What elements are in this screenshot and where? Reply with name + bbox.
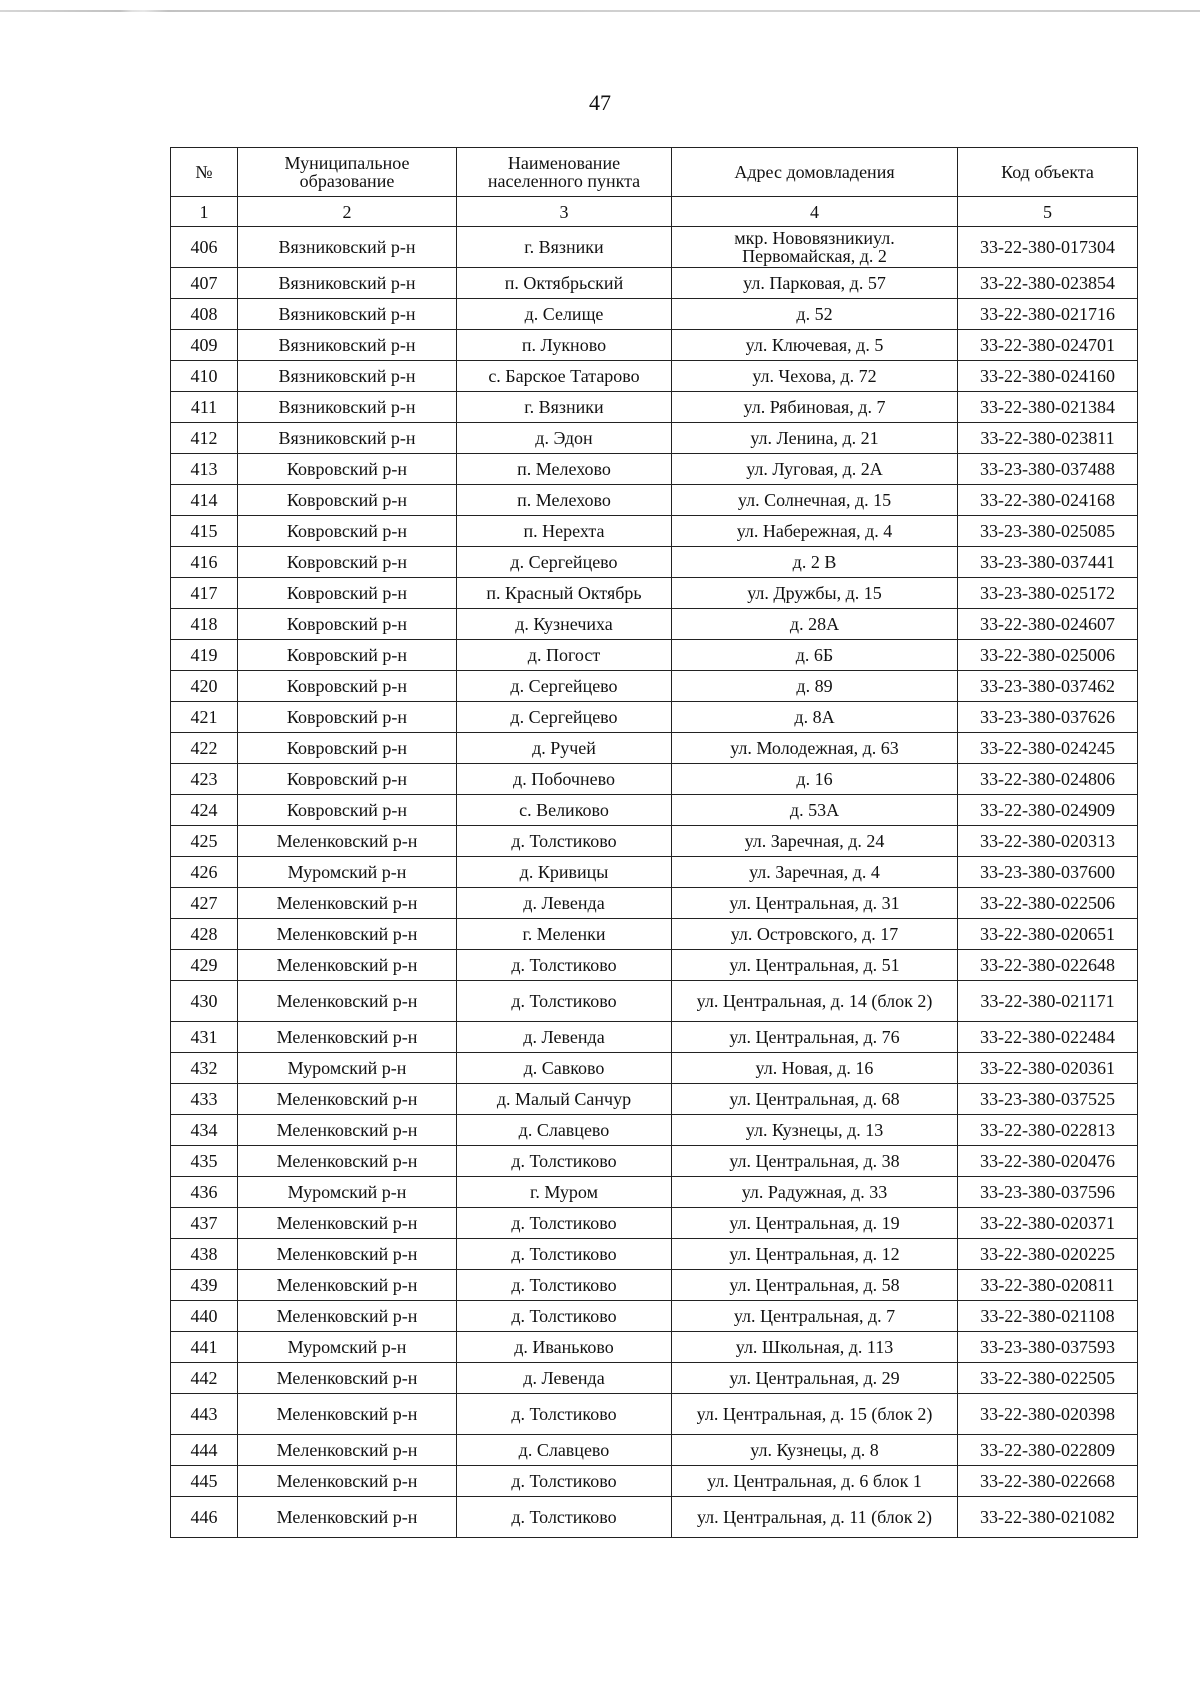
address-cell: ул. Парковая, д. 57: [672, 268, 958, 299]
municipality-cell: Меленковский р-н: [238, 919, 457, 950]
row-number: 411: [171, 392, 238, 423]
municipality-cell: Меленковский р-н: [238, 1435, 457, 1466]
row-number: 427: [171, 888, 238, 919]
municipality-cell: Меленковский р-н: [238, 1115, 457, 1146]
table-row: [171, 702, 1138, 733]
settlement-cell: д. Левенда: [457, 1363, 672, 1394]
settlement-cell: г. Меленки: [457, 919, 672, 950]
settlement-cell: д. Толстиково: [457, 1239, 672, 1270]
address-cell: ул. Молодежная, д. 63: [672, 733, 958, 764]
column-number: 4: [672, 197, 958, 227]
settlement-cell: д. Погост: [457, 640, 672, 671]
address-cell: ул. Центральная, д. 68: [672, 1084, 958, 1115]
municipality-cell: Вязниковский р-н: [238, 361, 457, 392]
address-cell: ул. Заречная, д. 24: [672, 826, 958, 857]
table-row: [171, 227, 1138, 268]
address-cell: ул. Центральная, д. 51: [672, 950, 958, 981]
header-settlement: Наименование населенного пункта: [457, 148, 672, 197]
municipality-cell: Муромский р-н: [238, 1177, 457, 1208]
municipality-cell: Меленковский р-н: [238, 981, 457, 1022]
object-code-cell: 33-22-380-024245: [958, 733, 1138, 764]
row-number: 416: [171, 547, 238, 578]
object-code-cell: 33-22-380-020361: [958, 1053, 1138, 1084]
address-cell: ул. Ключевая, д. 5: [672, 330, 958, 361]
address-cell: ул. Центральная, д. 6 блок 1: [672, 1466, 958, 1497]
settlement-cell: д. Толстиково: [457, 1466, 672, 1497]
municipality-cell: Меленковский р-н: [238, 1208, 457, 1239]
municipality-cell: Меленковский р-н: [238, 1363, 457, 1394]
municipality-cell: Вязниковский р-н: [238, 299, 457, 330]
row-number: 428: [171, 919, 238, 950]
object-code-cell: 33-22-380-022668: [958, 1466, 1138, 1497]
object-code-cell: 33-22-380-020476: [958, 1146, 1138, 1177]
municipality-cell: Муромский р-н: [238, 1332, 457, 1363]
table-row: [171, 268, 1138, 299]
settlement-cell: г. Вязники: [457, 392, 672, 423]
object-code-cell: 33-22-380-022648: [958, 950, 1138, 981]
table-row: [171, 1301, 1138, 1332]
municipality-cell: Вязниковский р-н: [238, 423, 457, 454]
column-number-row: [171, 197, 1138, 227]
row-number: 435: [171, 1146, 238, 1177]
table-row: [171, 299, 1138, 330]
table-row: [171, 1466, 1138, 1497]
row-number: 441: [171, 1332, 238, 1363]
table-row: [171, 826, 1138, 857]
address-cell: д. 16: [672, 764, 958, 795]
table-row: [171, 857, 1138, 888]
settlement-cell: д. Малый Санчур: [457, 1084, 672, 1115]
settlement-cell: г. Вязники: [457, 227, 672, 268]
address-cell: ул. Кузнецы, д. 8: [672, 1435, 958, 1466]
row-number: 439: [171, 1270, 238, 1301]
row-number: 443: [171, 1394, 238, 1435]
table-row: [171, 578, 1138, 609]
municipality-cell: Ковровский р-н: [238, 485, 457, 516]
address-cell: ул. Новая, д. 16: [672, 1053, 958, 1084]
table-row: [171, 1270, 1138, 1301]
municipality-cell: Меленковский р-н: [238, 1270, 457, 1301]
row-number: 422: [171, 733, 238, 764]
object-code-cell: 33-22-380-024701: [958, 330, 1138, 361]
object-code-cell: 33-22-380-020651: [958, 919, 1138, 950]
object-code-cell: 33-22-380-022813: [958, 1115, 1138, 1146]
municipality-cell: Меленковский р-н: [238, 1022, 457, 1053]
row-number: 410: [171, 361, 238, 392]
address-cell: д. 8А: [672, 702, 958, 733]
object-code-cell: 33-22-380-021082: [958, 1497, 1138, 1538]
column-number: 3: [457, 197, 672, 227]
table-row: [171, 733, 1138, 764]
table-row: [171, 1208, 1138, 1239]
object-code-cell: 33-22-380-024160: [958, 361, 1138, 392]
municipality-cell: Меленковский р-н: [238, 888, 457, 919]
object-code-cell: 33-23-380-037593: [958, 1332, 1138, 1363]
object-code-cell: 33-22-380-021716: [958, 299, 1138, 330]
table-row: [171, 485, 1138, 516]
municipality-cell: Ковровский р-н: [238, 671, 457, 702]
address-cell: ул. Островского, д. 17: [672, 919, 958, 950]
settlement-cell: д. Толстиково: [457, 1301, 672, 1332]
address-cell: ул. Центральная, д. 15 (блок 2): [672, 1394, 958, 1435]
table-row: [171, 1239, 1138, 1270]
table-body: [171, 227, 1138, 1538]
municipality-cell: Меленковский р-н: [238, 1394, 457, 1435]
object-code-cell: 33-23-380-037441: [958, 547, 1138, 578]
row-number: 429: [171, 950, 238, 981]
row-number: 419: [171, 640, 238, 671]
row-number: 437: [171, 1208, 238, 1239]
address-cell: ул. Центральная, д. 19: [672, 1208, 958, 1239]
table-row: [171, 547, 1138, 578]
row-number: 445: [171, 1466, 238, 1497]
column-number: 2: [238, 197, 457, 227]
object-code-cell: 33-22-380-024168: [958, 485, 1138, 516]
settlement-cell: г. Муром: [457, 1177, 672, 1208]
settlement-cell: д. Толстиково: [457, 1270, 672, 1301]
object-code-cell: 33-22-380-024806: [958, 764, 1138, 795]
row-number: 417: [171, 578, 238, 609]
address-cell: ул. Центральная, д. 38: [672, 1146, 958, 1177]
table-row: [171, 516, 1138, 547]
address-cell: д. 2 В: [672, 547, 958, 578]
municipality-cell: Вязниковский р-н: [238, 330, 457, 361]
row-number: 425: [171, 826, 238, 857]
address-cell: ул. Центральная, д. 11 (блок 2): [672, 1497, 958, 1538]
address-cell: д. 28А: [672, 609, 958, 640]
settlement-cell: д. Иваньково: [457, 1332, 672, 1363]
object-code-cell: 33-22-380-017304: [958, 227, 1138, 268]
row-number: 434: [171, 1115, 238, 1146]
address-cell: ул. Кузнецы, д. 13: [672, 1115, 958, 1146]
table-row: [171, 1497, 1138, 1538]
header-object-code: Код объекта: [958, 148, 1138, 197]
municipality-cell: Вязниковский р-н: [238, 227, 457, 268]
settlement-cell: п. Октябрьский: [457, 268, 672, 299]
settlement-cell: п. Мелехово: [457, 485, 672, 516]
address-cell: ул. Центральная, д. 58: [672, 1270, 958, 1301]
municipality-cell: Ковровский р-н: [238, 795, 457, 826]
table-row: [171, 330, 1138, 361]
settlement-cell: п. Нерехта: [457, 516, 672, 547]
settlement-cell: д. Толстиково: [457, 1394, 672, 1435]
object-code-cell: 33-22-380-022809: [958, 1435, 1138, 1466]
settlement-cell: д. Сергейцево: [457, 702, 672, 733]
address-cell: ул. Дружбы, д. 15: [672, 578, 958, 609]
address-cell: ул. Рябиновая, д. 7: [672, 392, 958, 423]
table-row: [171, 423, 1138, 454]
address-cell: д. 6Б: [672, 640, 958, 671]
settlement-cell: д. Толстиково: [457, 1208, 672, 1239]
object-code-cell: 33-23-380-037626: [958, 702, 1138, 733]
settlement-cell: д. Ручей: [457, 733, 672, 764]
object-code-cell: 33-22-380-022484: [958, 1022, 1138, 1053]
municipality-cell: Ковровский р-н: [238, 733, 457, 764]
object-code-cell: 33-22-380-021171: [958, 981, 1138, 1022]
address-cell: ул. Центральная, д. 76: [672, 1022, 958, 1053]
address-cell: ул. Центральная, д. 12: [672, 1239, 958, 1270]
object-code-cell: 33-22-380-022505: [958, 1363, 1138, 1394]
address-cell: ул. Центральная, д. 31: [672, 888, 958, 919]
table-row: [171, 795, 1138, 826]
column-number: 5: [958, 197, 1138, 227]
row-number: 407: [171, 268, 238, 299]
municipality-cell: Муромский р-н: [238, 1053, 457, 1084]
row-number: 408: [171, 299, 238, 330]
address-cell: д. 53А: [672, 795, 958, 826]
municipality-cell: Меленковский р-н: [238, 1239, 457, 1270]
object-code-cell: 33-22-380-023811: [958, 423, 1138, 454]
settlement-cell: с. Барское Татарово: [457, 361, 672, 392]
table-row: [171, 640, 1138, 671]
object-code-cell: 33-22-380-024909: [958, 795, 1138, 826]
settlement-cell: д. Левенда: [457, 1022, 672, 1053]
address-cell: ул. Ленина, д. 21: [672, 423, 958, 454]
address-cell: ул. Центральная, д. 29: [672, 1363, 958, 1394]
table-row: [171, 1084, 1138, 1115]
table-row: [171, 1146, 1138, 1177]
header-address: Адрес домовладения: [672, 148, 958, 197]
object-code-cell: 33-22-380-024607: [958, 609, 1138, 640]
address-cell: ул. Солнечная, д. 15: [672, 485, 958, 516]
table-row: [171, 361, 1138, 392]
objects-table: [170, 147, 1138, 1538]
address-cell: д. 52: [672, 299, 958, 330]
municipality-cell: Меленковский р-н: [238, 1301, 457, 1332]
address-cell: ул. Школьная, д. 113: [672, 1332, 958, 1363]
object-code-cell: 33-22-380-020225: [958, 1239, 1138, 1270]
row-number: 423: [171, 764, 238, 795]
municipality-cell: Ковровский р-н: [238, 702, 457, 733]
table-row: [171, 1435, 1138, 1466]
row-number: 440: [171, 1301, 238, 1332]
municipality-cell: Меленковский р-н: [238, 1084, 457, 1115]
settlement-cell: д. Селище: [457, 299, 672, 330]
table-row: [171, 919, 1138, 950]
table-row: [171, 1022, 1138, 1053]
table-row: [171, 454, 1138, 485]
municipality-cell: Меленковский р-н: [238, 1466, 457, 1497]
object-code-cell: 33-23-380-025085: [958, 516, 1138, 547]
row-number: 436: [171, 1177, 238, 1208]
object-code-cell: 33-22-380-021108: [958, 1301, 1138, 1332]
table-row: [171, 671, 1138, 702]
settlement-cell: д. Толстиково: [457, 826, 672, 857]
table-row: [171, 981, 1138, 1022]
row-number: 418: [171, 609, 238, 640]
page-number: 47: [589, 90, 611, 115]
object-code-cell: 33-22-380-025006: [958, 640, 1138, 671]
settlement-cell: д. Кривицы: [457, 857, 672, 888]
municipality-cell: Ковровский р-н: [238, 516, 457, 547]
row-number: 444: [171, 1435, 238, 1466]
settlement-cell: п. Лукново: [457, 330, 672, 361]
municipality-cell: Ковровский р-н: [238, 454, 457, 485]
municipality-cell: Вязниковский р-н: [238, 392, 457, 423]
object-code-cell: 33-22-380-021384: [958, 392, 1138, 423]
object-code-cell: 33-23-380-037596: [958, 1177, 1138, 1208]
table-row: [171, 1394, 1138, 1435]
row-number: 421: [171, 702, 238, 733]
settlement-cell: д. Славцево: [457, 1435, 672, 1466]
address-cell: ул. Центральная, д. 14 (блок 2): [672, 981, 958, 1022]
table-row: [171, 888, 1138, 919]
municipality-cell: Меленковский р-н: [238, 826, 457, 857]
settlement-cell: д. Эдон: [457, 423, 672, 454]
object-code-cell: 33-23-380-037525: [958, 1084, 1138, 1115]
header-number: №: [171, 148, 238, 197]
row-number: 409: [171, 330, 238, 361]
object-code-cell: 33-23-380-037462: [958, 671, 1138, 702]
table-row: [171, 764, 1138, 795]
settlement-cell: п. Мелехово: [457, 454, 672, 485]
address-cell: д. 89: [672, 671, 958, 702]
address-cell: мкр. Нововязникиул. Первомайская, д. 2: [672, 227, 958, 268]
municipality-cell: Ковровский р-н: [238, 547, 457, 578]
table-row: [171, 1177, 1138, 1208]
municipality-cell: Меленковский р-н: [238, 1146, 457, 1177]
object-code-cell: 33-22-380-020371: [958, 1208, 1138, 1239]
address-cell: ул. Набережная, д. 4: [672, 516, 958, 547]
column-number: 1: [171, 197, 238, 227]
address-cell: ул. Радужная, д. 33: [672, 1177, 958, 1208]
table-row: [171, 1115, 1138, 1146]
row-number: 431: [171, 1022, 238, 1053]
table-row: [171, 1053, 1138, 1084]
table-row: [171, 950, 1138, 981]
settlement-cell: д. Савково: [457, 1053, 672, 1084]
row-number: 413: [171, 454, 238, 485]
object-code-cell: 33-22-380-020811: [958, 1270, 1138, 1301]
row-number: 412: [171, 423, 238, 454]
settlement-cell: д. Левенда: [457, 888, 672, 919]
row-number: 442: [171, 1363, 238, 1394]
municipality-cell: Меленковский р-н: [238, 1497, 457, 1538]
municipality-cell: Вязниковский р-н: [238, 268, 457, 299]
object-code-cell: 33-22-380-022506: [958, 888, 1138, 919]
row-number: 424: [171, 795, 238, 826]
row-number: 426: [171, 857, 238, 888]
address-cell: ул. Луговая, д. 2А: [672, 454, 958, 485]
row-number: 438: [171, 1239, 238, 1270]
municipality-cell: Ковровский р-н: [238, 640, 457, 671]
table-row: [171, 392, 1138, 423]
municipality-cell: Ковровский р-н: [238, 609, 457, 640]
municipality-cell: Ковровский р-н: [238, 764, 457, 795]
settlement-cell: д. Кузнечиха: [457, 609, 672, 640]
object-code-cell: 33-23-380-037600: [958, 857, 1138, 888]
table-row: [171, 609, 1138, 640]
scan-edge-line: [0, 10, 1200, 12]
address-cell: ул. Заречная, д. 4: [672, 857, 958, 888]
municipality-cell: Меленковский р-н: [238, 950, 457, 981]
table-row: [171, 1332, 1138, 1363]
settlement-cell: с. Великово: [457, 795, 672, 826]
object-code-cell: 33-23-380-037488: [958, 454, 1138, 485]
row-number: 420: [171, 671, 238, 702]
row-number: 432: [171, 1053, 238, 1084]
row-number: 433: [171, 1084, 238, 1115]
row-number: 414: [171, 485, 238, 516]
address-cell: ул. Чехова, д. 72: [672, 361, 958, 392]
header-municipality: Муниципальное образование: [238, 148, 457, 197]
settlement-cell: д. Сергейцево: [457, 547, 672, 578]
row-number: 430: [171, 981, 238, 1022]
object-code-cell: 33-22-380-020313: [958, 826, 1138, 857]
municipality-cell: Ковровский р-н: [238, 578, 457, 609]
municipality-cell: Муромский р-н: [238, 857, 457, 888]
row-number: 415: [171, 516, 238, 547]
row-number: 446: [171, 1497, 238, 1538]
settlement-cell: д. Толстиково: [457, 981, 672, 1022]
row-number: 406: [171, 227, 238, 268]
address-cell: ул. Центральная, д. 7: [672, 1301, 958, 1332]
settlement-cell: д. Славцево: [457, 1115, 672, 1146]
settlement-cell: д. Побочнево: [457, 764, 672, 795]
settlement-cell: д. Толстиково: [457, 1497, 672, 1538]
settlement-cell: д. Толстиково: [457, 1146, 672, 1177]
settlement-cell: д. Толстиково: [457, 950, 672, 981]
object-code-cell: 33-22-380-023854: [958, 268, 1138, 299]
table-row: [171, 1363, 1138, 1394]
settlement-cell: п. Красный Октябрь: [457, 578, 672, 609]
object-code-cell: 33-22-380-020398: [958, 1394, 1138, 1435]
header-row: [171, 148, 1138, 197]
settlement-cell: д. Сергейцево: [457, 671, 672, 702]
object-code-cell: 33-23-380-025172: [958, 578, 1138, 609]
